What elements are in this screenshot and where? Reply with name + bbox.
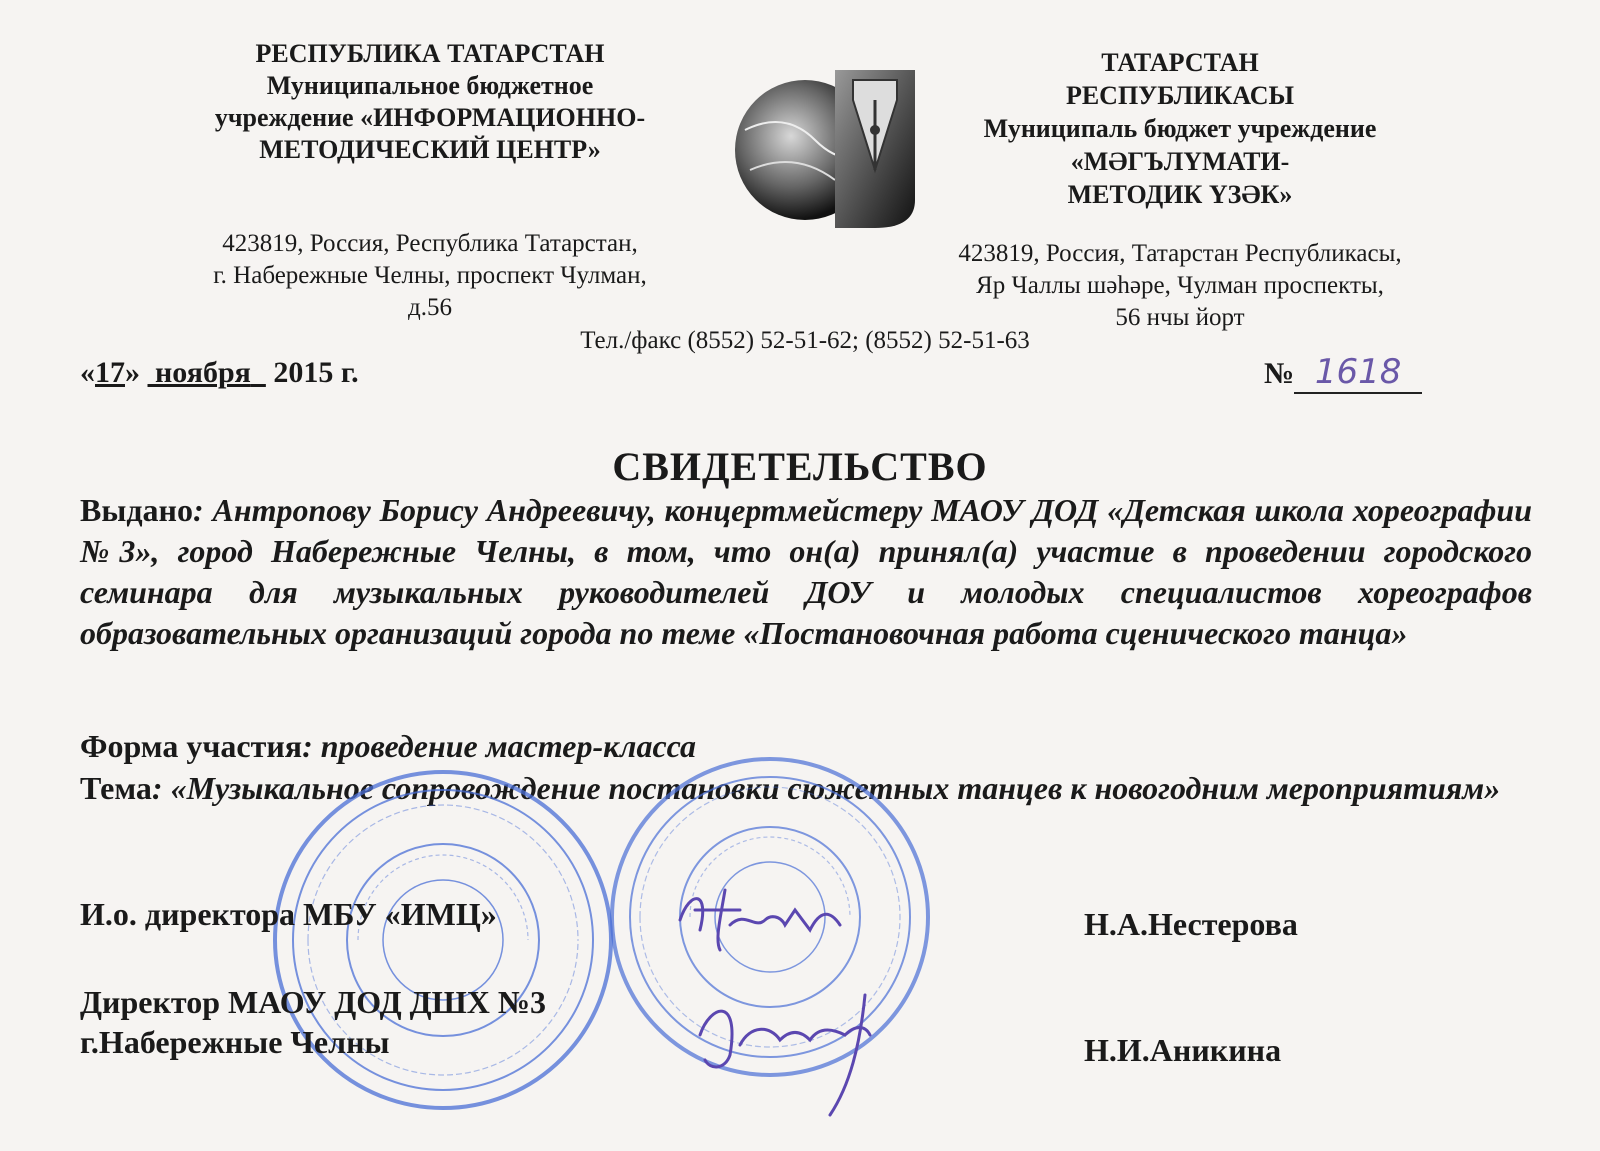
date-month-text: ноября — [155, 356, 251, 389]
anikina-handwritten-signature-icon — [680, 975, 910, 1125]
org-line: ТАТАРСТАН — [1101, 48, 1259, 77]
phone-fax: Тел./факс (8552) 52-51-62; (8552) 52-51-63 — [580, 327, 1030, 354]
date-quote: « — [80, 356, 95, 389]
address-line: 423819, Россия, Республика Татарстан, — [222, 230, 638, 257]
document-number — [1264, 352, 1422, 394]
org-line: РЕСПУБЛИКА ТАТАРСТАН — [255, 39, 605, 68]
issued-paragraph — [80, 490, 1532, 654]
issued-text: : Антропову Борису Андреевичу, концертмейстеру МАОУ ДОД «Детская школа хореографии №3», город Набережные Челны, в том, что он(а) принял(а) участие в проведении городского семинара для музыкальных руководителей ДОУ и молодых специалистов хореографов образовательных организаций города по теме «Постановочная работа сценического танца» — [80, 492, 1532, 651]
address-line: 423819, Россия, Татарстан Республикасы, — [958, 240, 1402, 267]
org-line: МЕТОДИК ҮЗӘК» — [1067, 180, 1293, 209]
org-line: РЕСПУБЛИКАСЫ — [1065, 81, 1295, 110]
address-line: 56 нчы йорт — [1115, 304, 1245, 331]
org-line: учреждение «ИНФОРМАЦИОННО- — [214, 103, 646, 132]
signer1-position: И.о. директора МБУ «ИМЦ» — [80, 896, 497, 932]
date-month — [148, 356, 266, 389]
org-line: Муниципальное бюджетное — [266, 71, 594, 100]
org-line: Муниципаль бюджет учреждение — [983, 114, 1377, 143]
form-label: Форма участия — [80, 728, 303, 764]
number-value: 1618 — [1294, 352, 1422, 394]
number-label: № — [1264, 357, 1295, 390]
date-quote: » — [125, 356, 140, 389]
globe-pen-logo-icon — [725, 70, 935, 230]
org-address-russian — [150, 228, 710, 324]
signer2-position-line: Директор МАОУ ДОД ДШХ №3 — [80, 984, 547, 1020]
issued-label: Выдано — [80, 492, 193, 528]
org-name-russian — [150, 38, 710, 166]
org-name-tatar — [955, 46, 1405, 211]
signer1-name: Н.А.Нестерова — [1084, 906, 1298, 942]
signer2-position — [80, 982, 546, 1062]
school-round-stamp-icon — [268, 765, 618, 1115]
form-value: : проведение мастер-класса — [302, 728, 697, 764]
org-line: МЕТОДИЧЕСКИЙ ЦЕНТР» — [259, 135, 601, 164]
nesterova-handwritten-signature-icon — [670, 870, 850, 970]
signer2-position-line: г.Набережные Челны — [80, 1024, 390, 1060]
document-title: СВИДЕТЕЛЬСТВО — [612, 444, 988, 489]
topic-label: Тема — [80, 770, 152, 806]
address-line: г. Набережные Челны, проспект Чулман, — [213, 262, 647, 289]
address-line: д.56 — [408, 294, 452, 321]
topic-value: : «Музыкальное сопровождение постановки сюжетных танцев к новогодним мероприятиям» — [151, 770, 1501, 806]
document-date — [80, 356, 359, 390]
address-line: Яр Чаллы шәһәре, Чулман проспекты, — [976, 272, 1384, 299]
signer2-name: Н.И.Аникина — [1084, 1032, 1282, 1068]
date-year: 2015 г. — [273, 356, 359, 389]
org-line: «МӘГЪЛҮМАТИ- — [1070, 147, 1290, 176]
date-day: 17 — [95, 356, 125, 389]
org-address-tatar — [920, 238, 1440, 334]
